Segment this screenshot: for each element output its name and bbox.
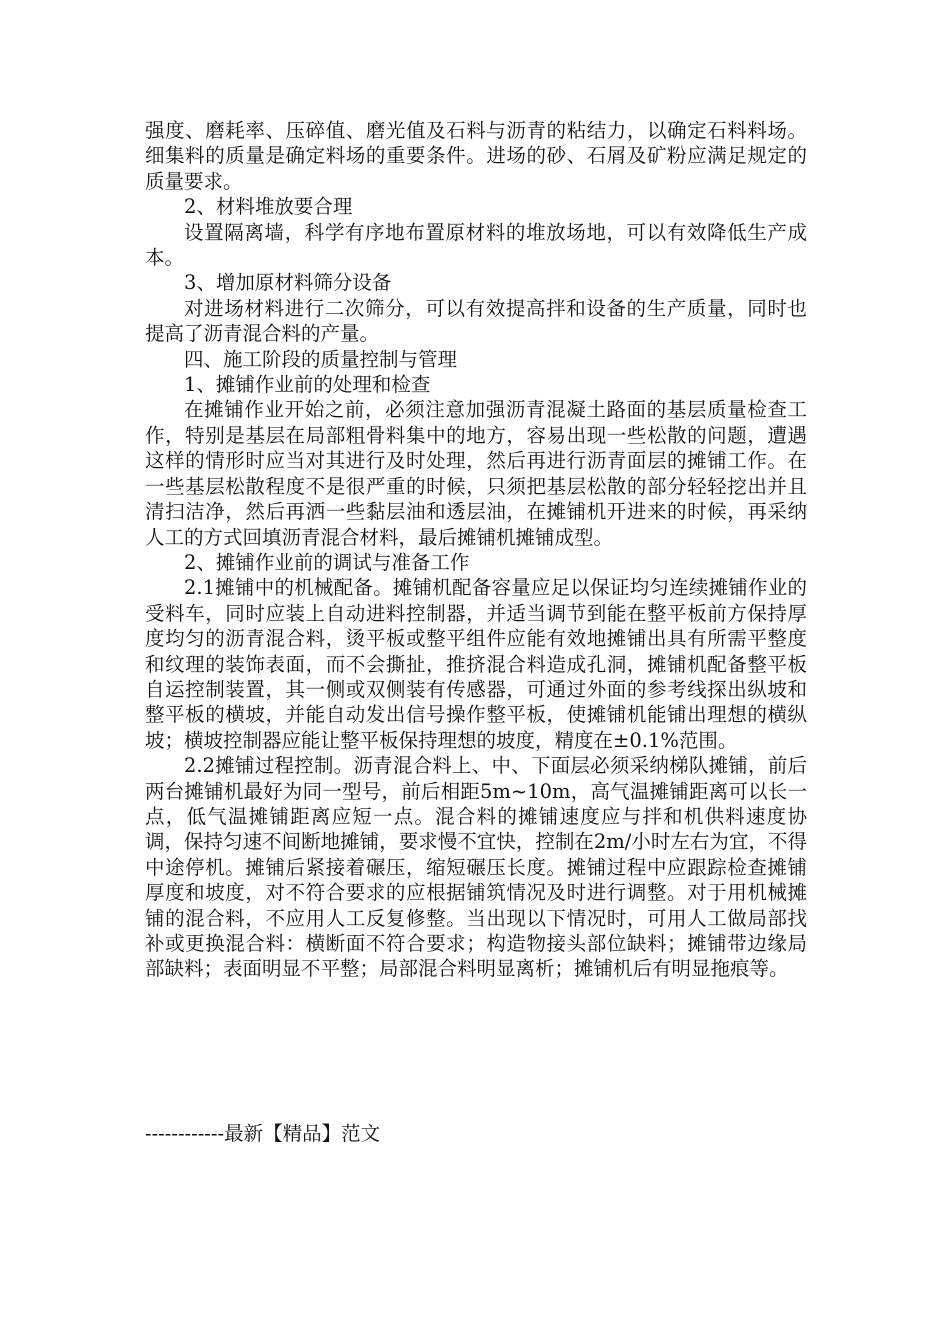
- paragraph-6: 1、摊铺作业前的处理和检查: [184, 373, 431, 397]
- paragraph-0: 强度、磨耗率、压碎值、磨光值及石料与沥青的粘结力，以确定石料料场。细集料的质量是确定料场的重要条件。进场的砂、石屑及矿粉应满足规定的质量要求。: [145, 119, 807, 193]
- paragraph-10: 2.2摊铺过程控制。沥青混合料上、中、下面层必须采纳梯队摊铺，前后两台摊铺机最好为同一型号，前后相距5m~10m，高气温摊铺距离可以长一点，低气温摊铺距离应短一点。混合料的摊铺速度应与拌和机供料速度协调，保持匀速不间断地摊铺，要求慢不宜快，控制在2m/小时左右为宜，不得中途停机。摊铺后紧接着碾压，缩短碾压长度。摊铺过程中应跟踪检查摊铺厚度和坡度，对不符合要求的应根据铺筑情况及时进行调整。对于用机械摊铺的混合料，不应用人工反复修整。当出现以下情况时，可用人工做局部找补或更换混合料：横断面不符合要求；构造物接头部位缺料；摊铺带边缘局部缺料；表面明显不平整；局部混合料明显离析；摊铺机后有明显拖痕等。: [145, 754, 807, 981]
- paragraph-9: 2.1摊铺中的机械配备。摊铺机配备容量应足以保证均匀连续摊铺作业的受料车，同时应装上自动进料控制器，并适当调节到能在整平板前方保持厚度均匀的沥青混合料，烫平板或整平组件应能有效地摊铺出具有所需平整度和纹理的装饰表面，而不会撕扯，推挤混合料造成孔洞，摊铺机配备整平板自运控制装置，其一侧或双侧装有传感器，可通过外面的参考线探出纵坡和整平板的横坡，并能自动发出信号操作整平板，使摊铺机能铺出理想的横纵坡；横坡控制器应能让整平板保持理想的坡度，精度在±0.1%范围。: [145, 576, 807, 752]
- body-text: [145, 118, 807, 982]
- paragraph-5: 四、施工阶段的质量控制与管理: [184, 347, 458, 371]
- paragraph-3: 3、增加原材料筛分设备: [184, 271, 392, 295]
- paragraph-2: 设置隔离墙，科学有序地布置原材料的堆放场地，可以有效降低生产成本。: [145, 220, 807, 270]
- footer-label: ------------最新【精品】范文: [145, 1122, 381, 1145]
- paragraph-7: 在摊铺作业开始之前，必须注意加强沥青混凝土路面的基层质量检查工作，特别是基层在局部粗骨料集中的地方，容易出现一些松散的问题，遭遇这样的情形时应当对其进行及时处理，然后再进行沥青面层的摊铺工作。在一些基层松散程度不是很严重的时候，只须把基层松散的部分轻轻挖出并且清扫洁净，然后再洒一些黏层油和透层油，在摊铺机开进来的时候，再采纳人工的方式回填沥青混合材料，最后摊铺机摊铺成型。: [145, 398, 807, 549]
- paragraph-8: 2、摊铺作业前的调试与准备工作: [184, 550, 470, 574]
- paragraph-1: 2、材料堆放要合理: [184, 195, 353, 219]
- paragraph-4: 对进场材料进行二次筛分，可以有效提高拌和设备的生产质量，同时也提高了沥青混合料的产量。: [145, 296, 807, 346]
